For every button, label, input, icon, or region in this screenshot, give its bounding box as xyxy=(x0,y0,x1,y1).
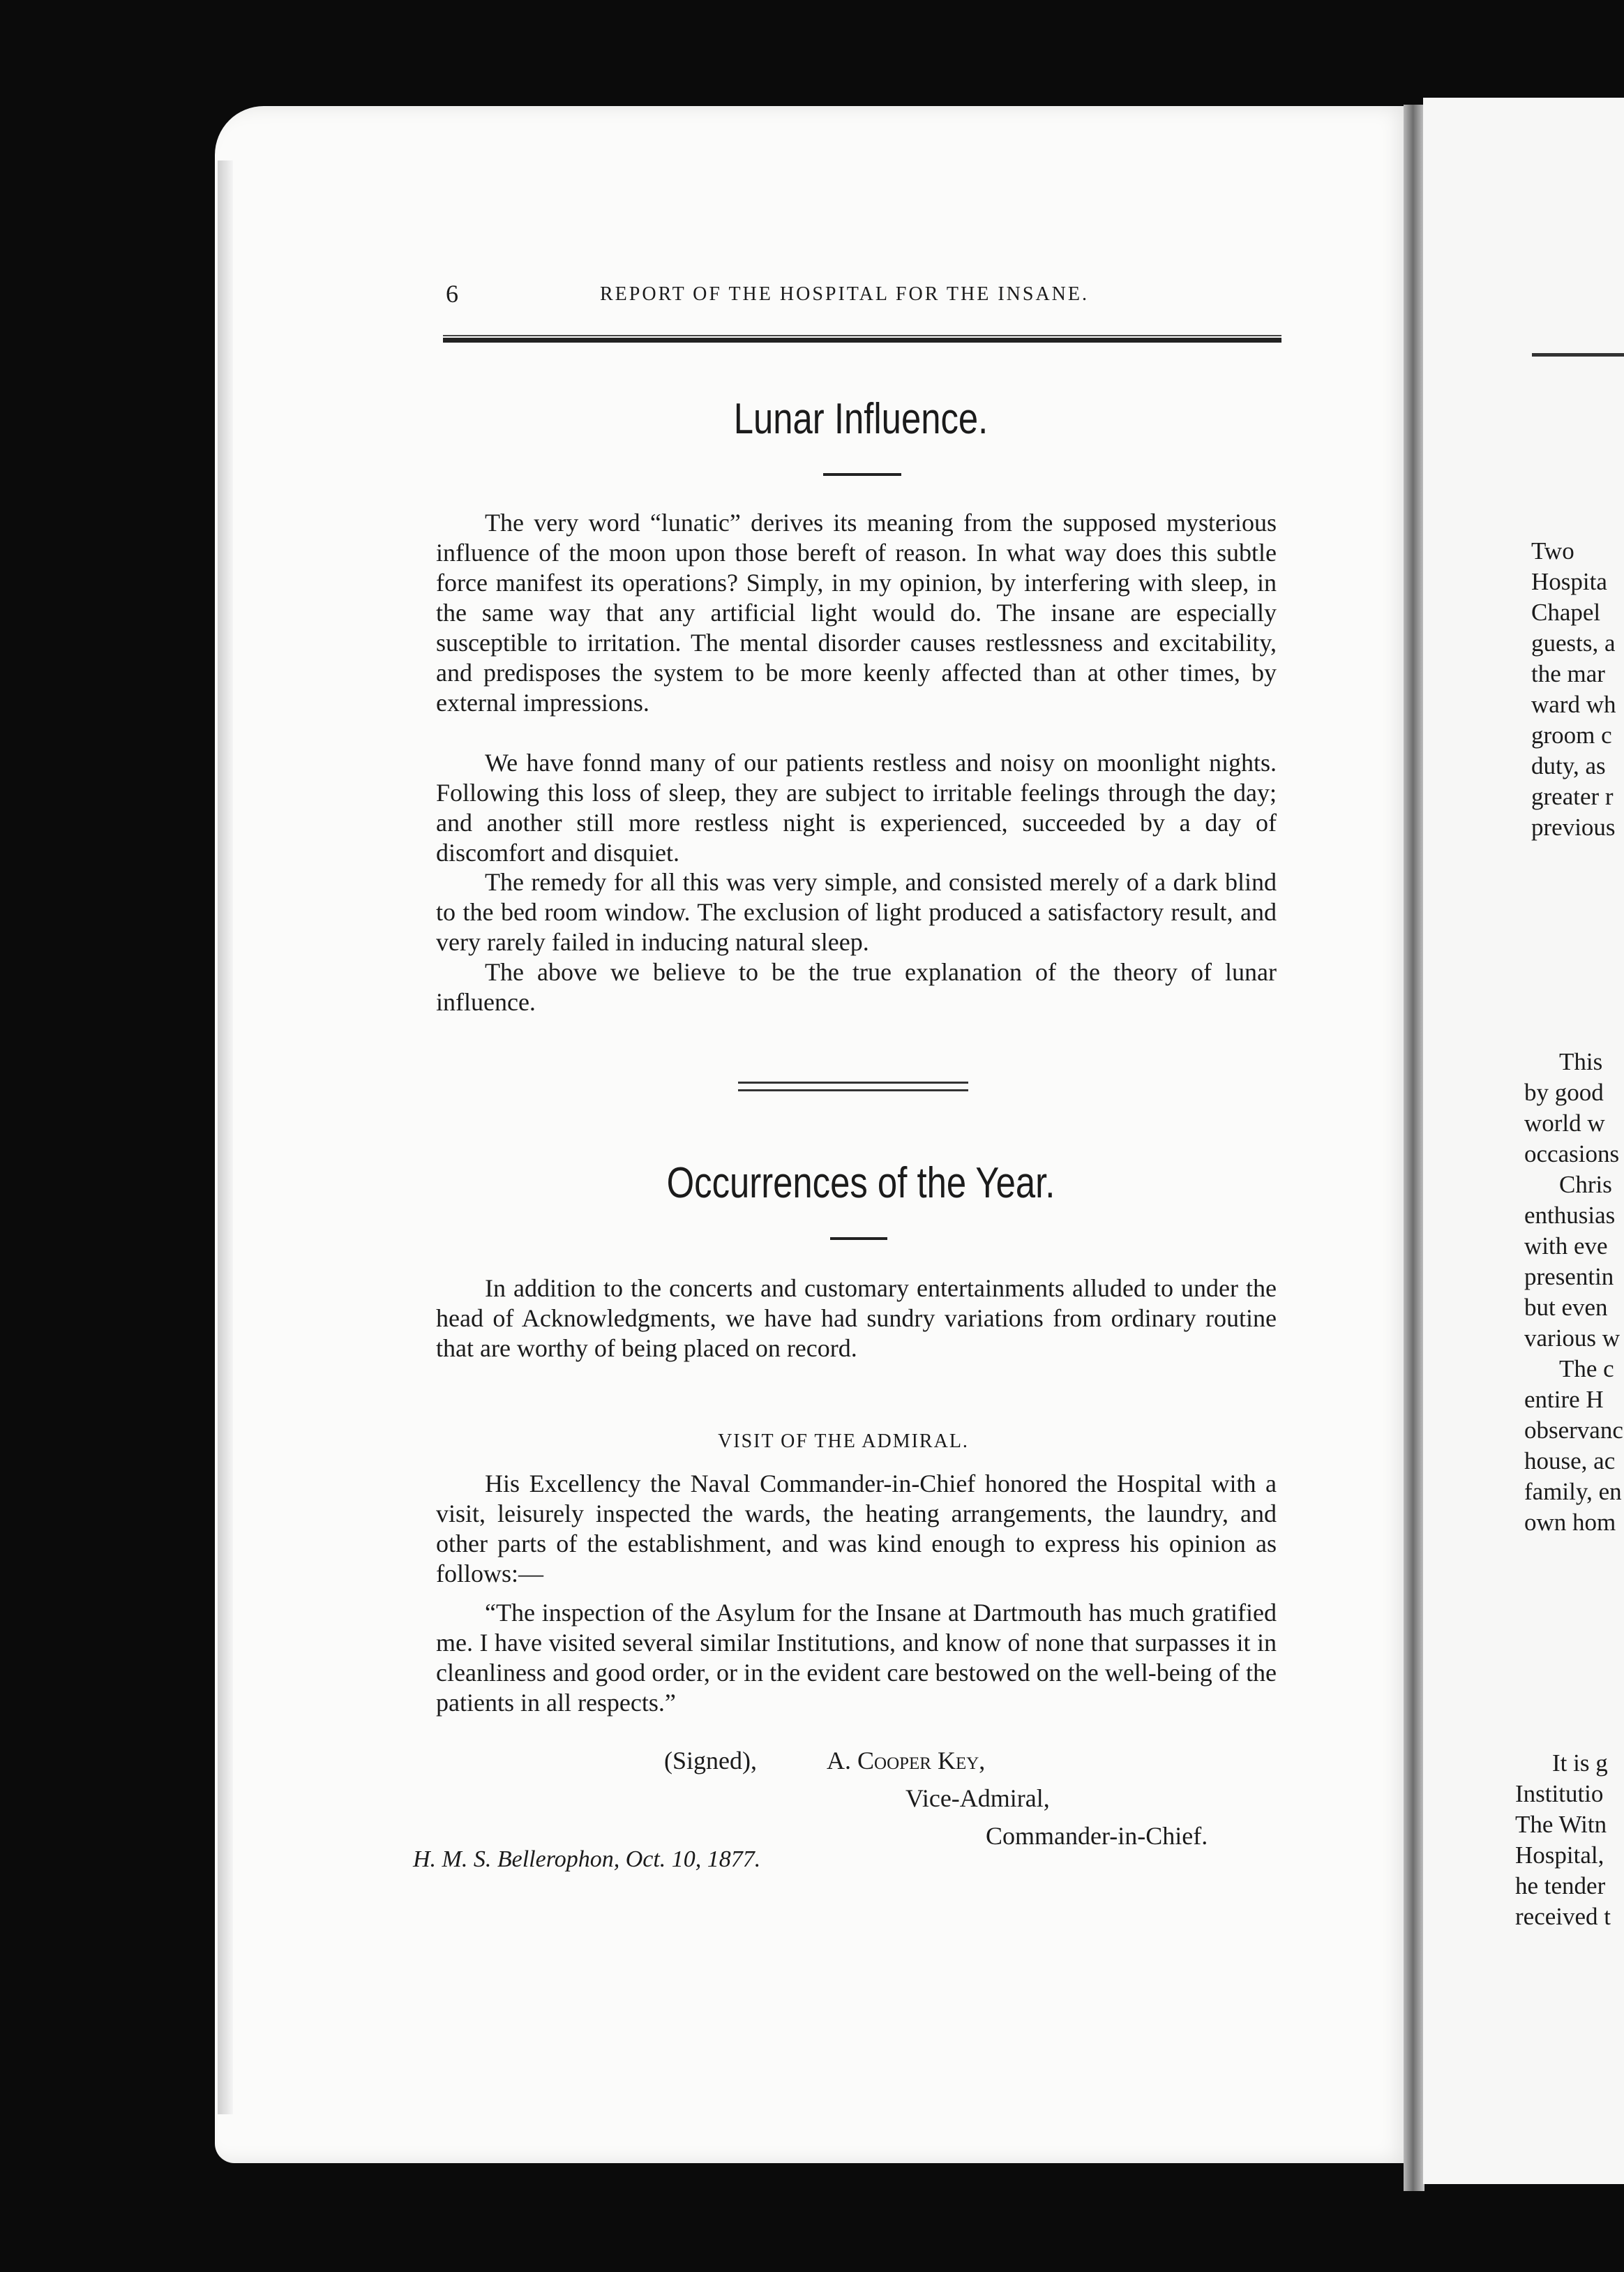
lunar-paragraph-1: The very word “lunatic” derives its meaning from the supposed mysterious influence of the moon upon those bereft of reason. In what way does this subtle force manifest its operations? Simply, in my opinion, by interfering with sleep, in the same way that any artificial light would do. The insane are especially susceptible to irritation. The mental disorder causes restlessness and excitability, and predisposes the system to be more keenly affected than at other times, by external impressions. xyxy=(436,509,1277,717)
right-fragment: previous xyxy=(1531,814,1616,841)
lunar-paragraph-3: The remedy for all this was very simple, and consisted merely of a dark blind to the bed room window. The exclusion of light produced a satisfactory result, and very rarely failed in inducing natural sleep. xyxy=(436,868,1277,956)
section-title-lunar: Lunar Influence. xyxy=(733,395,988,443)
section-title-occurrences: Occurrences of the Year. xyxy=(666,1159,1055,1207)
right-fragment: presentin xyxy=(1524,1263,1614,1290)
signatory-position: Commander-in-Chief. xyxy=(986,1822,1208,1850)
running-title: REPORT OF THE HOSPITAL FOR THE INSANE. xyxy=(600,283,1089,305)
right-fragment: world w xyxy=(1524,1109,1605,1137)
right-fragment: the mar xyxy=(1531,660,1605,687)
right-fragment: with eve xyxy=(1524,1232,1608,1260)
right-fragment: he tender xyxy=(1515,1872,1606,1899)
right-fragment: by good xyxy=(1524,1079,1604,1106)
title-dash xyxy=(823,473,901,476)
right-fragment: various w xyxy=(1524,1324,1621,1352)
signed-label: (Signed), xyxy=(664,1747,757,1774)
right-page-rule xyxy=(1532,353,1624,357)
dateline: H. M. S. Bellerophon, Oct. 10, 1877. xyxy=(413,1846,761,1872)
header-rule-thin xyxy=(443,335,1281,336)
right-fragment: Institutio xyxy=(1515,1780,1604,1807)
running-header xyxy=(443,279,1280,314)
right-fragment: The c xyxy=(1559,1355,1614,1382)
section-divider xyxy=(738,1082,968,1097)
right-fragment: duty, as xyxy=(1531,752,1606,779)
right-fragment: Hospital, xyxy=(1515,1841,1604,1869)
signatory-name: A. Cooper Key, xyxy=(827,1747,986,1774)
right-fragment: observanc xyxy=(1524,1417,1623,1444)
right-fragment: It is g xyxy=(1552,1749,1608,1777)
right-fragment: received t xyxy=(1515,1903,1611,1930)
right-fragment: but even xyxy=(1524,1294,1608,1321)
page-edge xyxy=(218,160,233,2114)
right-fragment: Chapel xyxy=(1531,599,1601,626)
header-rule-thick xyxy=(443,338,1281,343)
right-fragment: enthusias xyxy=(1524,1202,1616,1229)
signatory-rank: Vice-Admiral, xyxy=(905,1784,1050,1812)
right-fragment: own hom xyxy=(1524,1509,1616,1536)
lunar-paragraph-2: We have fonnd many of our patients restless and noisy on moonlight nights. Following this loss of sleep, they are subject to irritable feelings through the day; and another still more restless night is experienced, succeeded by a day of discomfort and disquiet. xyxy=(436,749,1277,867)
right-fragment: The Witn xyxy=(1515,1811,1607,1838)
right-fragment: This xyxy=(1559,1048,1603,1075)
right-fragment: Chris xyxy=(1559,1171,1612,1198)
right-fragment: entire H xyxy=(1524,1386,1604,1413)
right-fragment: Two xyxy=(1531,537,1574,565)
right-fragment: groom c xyxy=(1531,722,1612,749)
right-fragment: house, ac xyxy=(1524,1447,1616,1474)
lunar-paragraph-4: The above we believe to be the true explanation of the theory of lunar influence. xyxy=(436,958,1277,1016)
right-fragment: greater r xyxy=(1531,783,1614,810)
right-fragment: occasions xyxy=(1524,1140,1620,1167)
page-number: 6 xyxy=(446,280,460,308)
right-fragment: guests, a xyxy=(1531,629,1616,657)
title-dash xyxy=(830,1237,887,1240)
occurrences-intro: In addition to the concerts and customary entertainments alluded to under the head of Acknowledgments, we have had sundry variations from ordinary routine that are worthy of being placed on record. xyxy=(436,1274,1277,1362)
visit-paragraph: His Excellency the Naval Commander-in-Chief honored the Hospital with a visit, leisurely inspected the wards, the heating arrangements, the laundry, and other parts of the establishment, and was kind enough to express his opinion as follows:— xyxy=(436,1470,1277,1587)
admiral-quote: “The inspection of the Asylum for the Insane at Dartmouth has much gratified me. I have visited several similar Institutions, and know of none that surpasses it in cleanliness and good order, or in the evident care bestowed on the well-being of the patients in all respects.” xyxy=(436,1599,1277,1717)
right-fragment: family, en xyxy=(1524,1478,1622,1505)
subheading-visit: VISIT OF THE ADMIRAL. xyxy=(718,1430,969,1452)
right-fragment: Hospita xyxy=(1531,568,1607,595)
right-fragment: ward wh xyxy=(1531,691,1616,718)
